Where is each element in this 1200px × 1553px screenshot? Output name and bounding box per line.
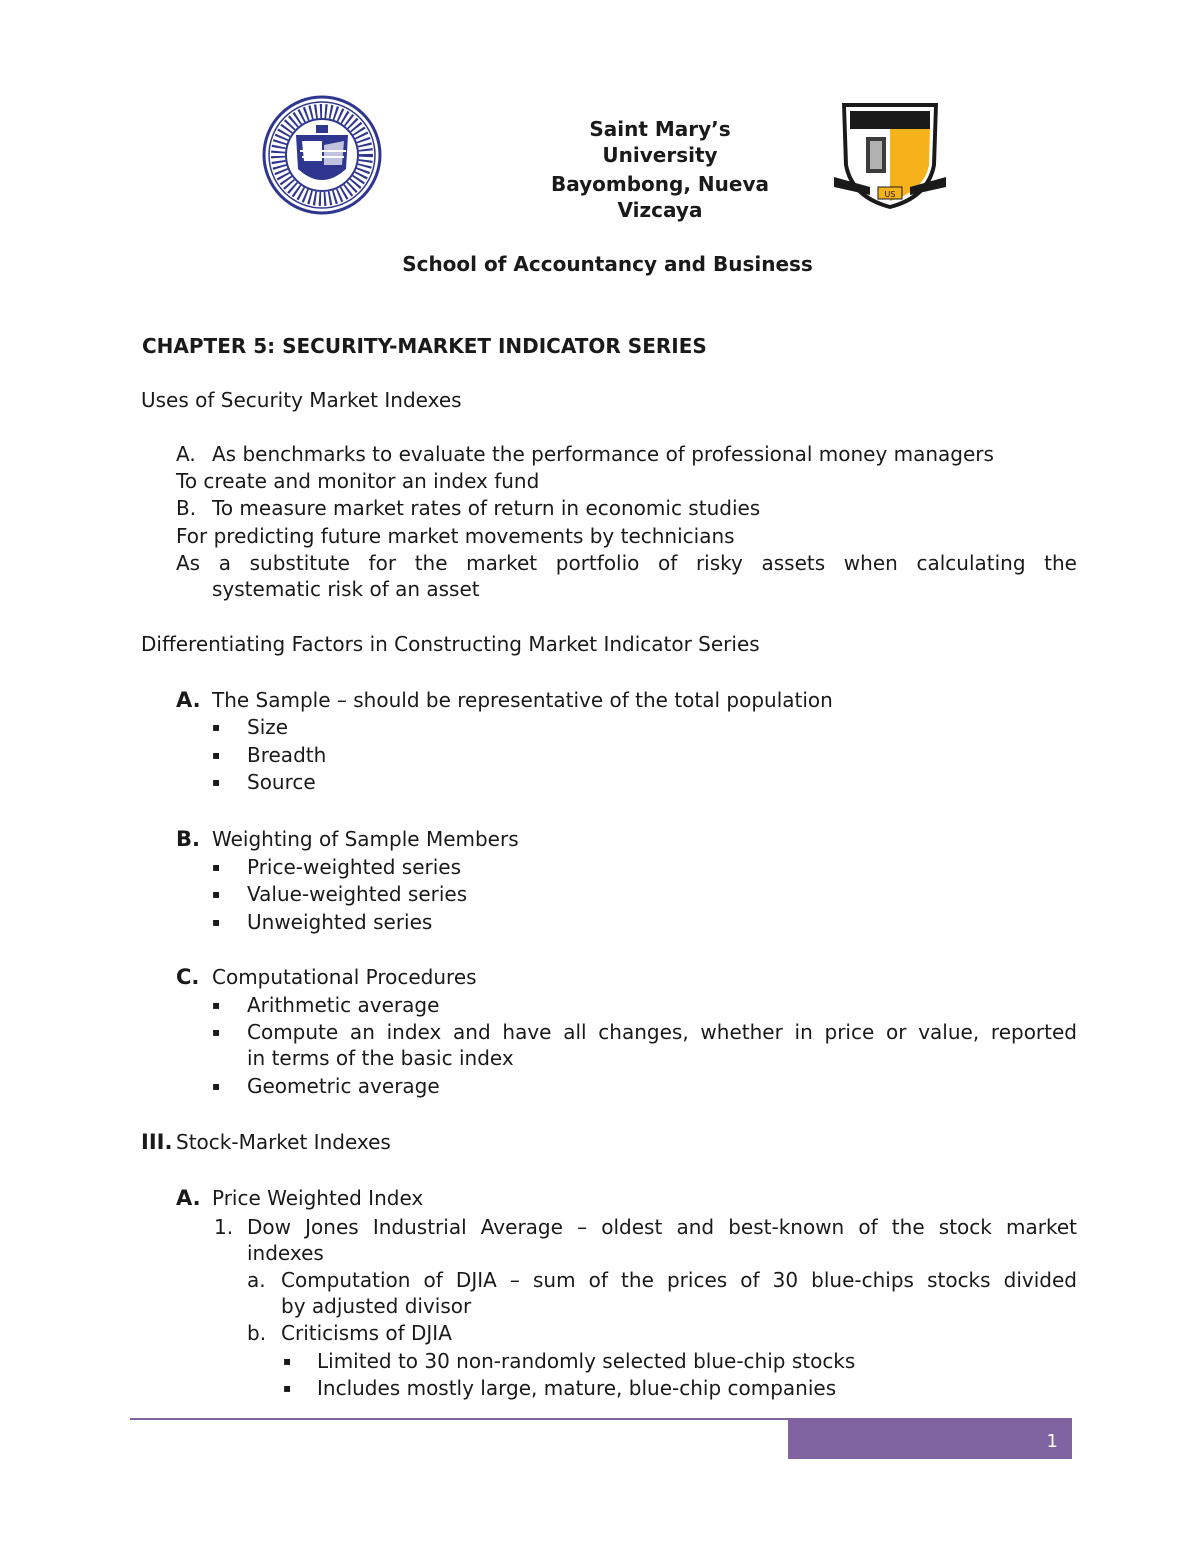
- bullet-icon: ▪: [212, 775, 221, 789]
- stock-b-bullet-1: Limited to 30 non-randomly selected blue-chip stocks: [317, 1349, 856, 1373]
- factor-a-bullet-2: Breadth: [247, 743, 327, 767]
- factor-b-bullet-1: Price-weighted series: [247, 855, 462, 879]
- stock-n1-line1: Dow Jones Industrial Average – oldest and best-known of the stock market: [247, 1215, 1077, 1239]
- bullet-icon: ▪: [212, 1025, 221, 1039]
- factor-b-marker: B.: [176, 827, 200, 851]
- bullet-icon: ▪: [283, 1354, 292, 1368]
- uses-item-4: For predicting future market movements by technicians: [176, 524, 735, 548]
- factor-c-bullet-3: Geometric average: [247, 1074, 440, 1098]
- factor-b-bullet-2: Value-weighted series: [247, 882, 468, 906]
- location-line1: Bayombong, Nueva: [551, 172, 769, 196]
- uses-item-5-line1: As a substitute for the market portfolio of risky assets when calculating the: [176, 551, 1077, 575]
- stock-a-marker: A.: [176, 1186, 201, 1210]
- factor-c-bullet-2-line1: Compute an index and have all changes, whether in price or value, reported: [247, 1020, 1077, 1044]
- stock-a-text: Price Weighted Index: [212, 1186, 424, 1210]
- factors-heading: Differentiating Factors in Constructing Market Indicator Series: [141, 632, 760, 656]
- stock-a-sub-marker: a.: [247, 1268, 266, 1292]
- school-shield-icon: [830, 95, 950, 213]
- factor-c-marker: C.: [176, 965, 200, 989]
- stock-b-sub-text: Criticisms of DJIA: [281, 1321, 452, 1345]
- stock-section-heading: Stock-Market Indexes: [176, 1130, 391, 1154]
- bullet-icon: ▪: [212, 720, 221, 734]
- stock-n1-line2: indexes: [247, 1241, 324, 1265]
- factor-c-bullet-1: Arithmetic average: [247, 993, 440, 1017]
- bullet-icon: ▪: [212, 998, 221, 1012]
- factor-a-text: The Sample – should be representative of the total population: [212, 688, 833, 712]
- school-name: School of Accountancy and Business: [402, 252, 813, 276]
- bullet-icon: ▪: [212, 860, 221, 874]
- stock-a-sub-line2: by adjusted divisor: [281, 1294, 472, 1318]
- bullet-icon: ▪: [283, 1381, 292, 1395]
- factor-a-bullet-3: Source: [247, 770, 316, 794]
- uses-item-2: To create and monitor an index fund: [176, 469, 540, 493]
- factor-b-text: Weighting of Sample Members: [212, 827, 519, 851]
- stock-b-bullet-2: Includes mostly large, mature, blue-chip companies: [317, 1376, 837, 1400]
- uses-item-a-marker: A.: [176, 442, 196, 466]
- shield-ribbon-text: US: [884, 190, 896, 199]
- university-name-line2: University: [602, 143, 718, 167]
- uses-item-5-line2: systematic risk of an asset: [212, 577, 480, 601]
- stock-section-marker: III.: [141, 1130, 173, 1154]
- university-seal-icon: [262, 95, 382, 215]
- factor-c-bullet-2-line2: in terms of the basic index: [247, 1046, 514, 1070]
- uses-item-b: To measure market rates of return in economic studies: [212, 496, 761, 520]
- stock-b-sub-marker: b.: [247, 1321, 267, 1345]
- uses-heading: Uses of Security Market Indexes: [141, 388, 462, 412]
- page-number: 1: [788, 1420, 1072, 1459]
- stock-n1-marker: 1.: [214, 1215, 234, 1239]
- bullet-icon: ▪: [212, 748, 221, 762]
- factor-a-marker: A.: [176, 688, 201, 712]
- stock-a-sub-line1: Computation of DJIA – sum of the prices of 30 blue-chips stocks divided: [281, 1268, 1077, 1292]
- factor-a-bullet-1: Size: [247, 715, 289, 739]
- uses-item-b-marker: B.: [176, 496, 197, 520]
- bullet-icon: ▪: [212, 1079, 221, 1093]
- uses-item-a: As benchmarks to evaluate the performance of professional money managers: [212, 442, 994, 466]
- factor-c-text: Computational Procedures: [212, 965, 477, 989]
- bullet-icon: ▪: [212, 915, 221, 929]
- factor-b-bullet-3: Unweighted series: [247, 910, 433, 934]
- university-name-line1: Saint Mary’s: [589, 117, 731, 141]
- bullet-icon: ▪: [212, 887, 221, 901]
- location-line2: Vizcaya: [617, 198, 703, 222]
- chapter-title: CHAPTER 5: SECURITY-MARKET INDICATOR SERIES: [142, 334, 707, 358]
